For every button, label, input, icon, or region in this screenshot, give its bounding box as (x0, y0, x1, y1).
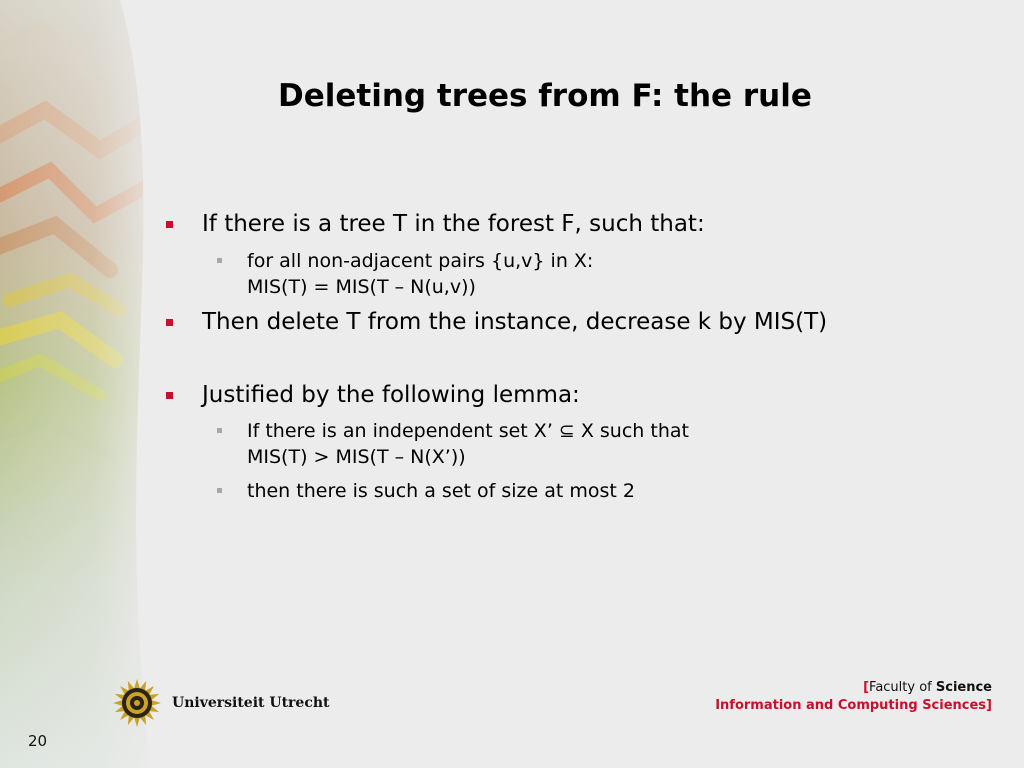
decorative-side-band (0, 0, 170, 768)
sun-seal-icon (112, 678, 162, 728)
gray-square-bullet-icon (217, 258, 222, 263)
sub-bullet-item (247, 418, 689, 470)
university-name: Universiteit Utrecht (172, 695, 330, 711)
faculty-label (715, 679, 992, 715)
faculty-prefix: Faculty of (869, 680, 936, 695)
slide-title: Deleting trees from F: the rule (278, 78, 812, 114)
bullet-text: Then delete T from the instance, decrease k by MIS(T) (202, 309, 828, 335)
bullet-text: If there is a tree T in the forest F, such that: (202, 211, 705, 237)
university-logo (112, 678, 330, 728)
bracket-open: [ (863, 680, 870, 695)
bullet-item (202, 309, 827, 335)
sub-bullet-text: then there is such a set of size at most 2 (247, 480, 635, 502)
slide-number: 20 (28, 732, 48, 750)
sub-bullet-item (247, 248, 593, 300)
red-square-bullet-icon (166, 319, 173, 326)
red-square-bullet-icon (166, 392, 173, 399)
department-line (715, 697, 992, 715)
faculty-line (715, 679, 992, 697)
sub-bullet-line-1: for all non-adjacent pairs {u,v} in X: (247, 250, 594, 272)
department-name: Information and Computing Sciences (715, 698, 987, 713)
bullet-text: Justified by the following lemma: (202, 382, 580, 408)
sub-bullet-line-2: MIS(T) > MIS(T – N(X’)) (247, 446, 466, 468)
bullet-item (202, 211, 705, 237)
sub-bullet-item (247, 478, 635, 504)
gray-square-bullet-icon (217, 488, 222, 493)
bullet-item (202, 382, 580, 408)
faculty-name: Science (935, 680, 992, 695)
sub-bullet-line-1: If there is an independent set X’ ⊆ X such that (247, 420, 689, 442)
sub-bullet-line-2: MIS(T) = MIS(T – N(u,v)) (247, 276, 476, 298)
red-square-bullet-icon (166, 221, 173, 228)
bracket-close: ] (986, 698, 992, 713)
gray-square-bullet-icon (217, 428, 222, 433)
